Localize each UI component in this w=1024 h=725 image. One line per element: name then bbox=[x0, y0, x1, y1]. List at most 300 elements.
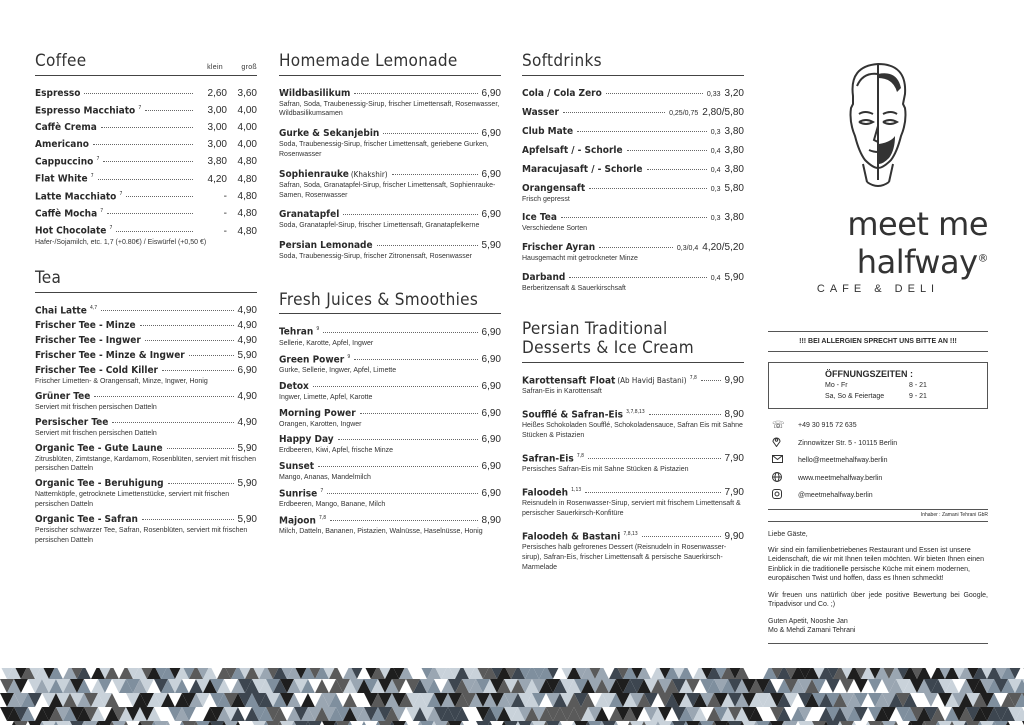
item-name bbox=[522, 487, 581, 498]
decorative-triangle-pattern bbox=[0, 668, 1024, 725]
item-price: 6,90 bbox=[481, 380, 501, 392]
item-name-text: Wildbasilikum bbox=[279, 87, 351, 99]
item-name-text: Orangensaft bbox=[522, 182, 586, 194]
desserts-list bbox=[522, 375, 744, 573]
hours-time: 9 - 21 bbox=[909, 392, 927, 400]
item-price: 5,90 bbox=[237, 513, 257, 525]
contact-phone[interactable] bbox=[768, 417, 988, 435]
item-description: Persischer schwarzer Tee, Safran, Rosenblüten, serviert mit frischen persischen Datteln bbox=[35, 526, 248, 544]
menu-item-row bbox=[279, 240, 501, 251]
menu-item-row bbox=[522, 409, 744, 420]
item-name bbox=[35, 122, 97, 133]
allergy-notice: !!! BEI ALLERGIEN SPRECHT UNS BITTE AN !!! bbox=[768, 331, 988, 352]
item-description: Milch, Datteln, Bananen, Pistazien, Walnüsse, Haselnüsse, Honig bbox=[279, 528, 483, 536]
item-name-text: Frischer Tee - Minze bbox=[35, 320, 136, 332]
allergen-codes: 7,8 bbox=[576, 452, 584, 459]
menu-item-row bbox=[35, 365, 257, 376]
item-price: 4,90 bbox=[237, 320, 257, 332]
item-name bbox=[35, 391, 90, 402]
registered-mark: ® bbox=[977, 251, 988, 265]
item-name bbox=[35, 173, 94, 184]
menu-item bbox=[279, 326, 501, 348]
menu-item-row bbox=[279, 434, 501, 445]
menu-item bbox=[35, 417, 257, 439]
item-name bbox=[522, 531, 638, 542]
tea-heading bbox=[35, 269, 257, 293]
item-name bbox=[279, 381, 309, 392]
leader-dots bbox=[561, 217, 707, 218]
menu-item bbox=[522, 126, 744, 137]
menu-item-row bbox=[522, 88, 744, 99]
item-name bbox=[279, 240, 373, 251]
item-name bbox=[35, 443, 163, 454]
item-name-text: Faloodeh & Bastani bbox=[522, 531, 621, 543]
item-description: Safran, Soda, Traubenessig-Sirup, frischer Limettensaft, Rosenwasser, Wildbasilikumsamen bbox=[279, 100, 500, 118]
item-description: Zitrusblüten, Zimtstange, Kardamom, Rosenblüten, serviert mit frischen persischen Datteln bbox=[35, 455, 256, 473]
menu-item bbox=[279, 128, 501, 160]
item-name bbox=[35, 335, 141, 346]
menu-item bbox=[522, 531, 744, 573]
location-icon bbox=[768, 436, 798, 450]
size-large-label: groß bbox=[241, 63, 257, 71]
item-description: Berberitzensaft & Sauerkirschsaft bbox=[522, 284, 626, 292]
contact-instagram[interactable] bbox=[768, 487, 988, 505]
item-price: 6,90 bbox=[237, 365, 257, 377]
item-name bbox=[522, 453, 584, 464]
juices-title: Fresh Juices & Smoothies bbox=[279, 289, 479, 310]
allergen-codes: 7 bbox=[100, 207, 104, 214]
price-large: 4,00 bbox=[237, 104, 257, 116]
item-description: Soda, Traubenessig-Sirup, frischer Zitronensaft, Rosenwasser bbox=[279, 253, 472, 261]
item-name bbox=[522, 88, 602, 99]
item-name-extra: (Khakshir) bbox=[350, 169, 388, 179]
menu-item-row bbox=[35, 191, 257, 202]
menu-item bbox=[35, 335, 257, 346]
item-size: 0,25/0,75 bbox=[669, 109, 699, 117]
item-name-text: Flat White bbox=[35, 173, 88, 185]
item-description: Soda, Traubenessig-Sirup, frischer Limettensaft, geriebene Gurken, Rosenwasser bbox=[279, 141, 489, 158]
item-price: 4,90 bbox=[237, 335, 257, 347]
item-name bbox=[35, 320, 136, 331]
menu-item bbox=[522, 107, 744, 118]
guest-letter bbox=[768, 530, 988, 645]
item-price: 5,90 bbox=[724, 271, 744, 283]
item-price: 4,20/5,20 bbox=[702, 242, 744, 254]
item-name bbox=[35, 191, 122, 202]
menu-item-row bbox=[279, 128, 501, 139]
price-small: 4,20 bbox=[207, 173, 227, 185]
menu-item-row bbox=[522, 126, 744, 137]
menu-item-row bbox=[522, 531, 744, 542]
item-description: Persisches halb gefrorenes Dessert (Reisnudeln in Rosenwasser-sirup), Safran-Eis, frischer Limettensaft & persische Sauerkirsch- Marmelade bbox=[522, 544, 727, 571]
softdrinks-list bbox=[522, 88, 744, 294]
contact-text: Zinnowitzer Str. 5 - 10115 Berlin bbox=[798, 439, 898, 447]
item-description: Erdbeeren, Kiwi, Apfel, frische Minze bbox=[279, 447, 393, 455]
leader-dots bbox=[323, 332, 477, 333]
menu-item bbox=[279, 515, 501, 537]
item-name-text: Frischer Tee - Ingwer bbox=[35, 335, 141, 347]
menu-item bbox=[522, 242, 744, 264]
item-description: Hafer-/Sojamilch, etc. 1,7 (+0.80€) / Eiswürfel (+0,50 €) bbox=[35, 238, 207, 246]
item-price: 6,90 bbox=[481, 326, 501, 338]
item-price: 3,80 bbox=[724, 163, 744, 175]
item-name bbox=[35, 105, 141, 116]
item-name bbox=[35, 139, 89, 150]
leader-dots bbox=[642, 536, 721, 537]
item-price: 6,90 bbox=[481, 128, 501, 140]
item-price: 6,90 bbox=[481, 87, 501, 99]
leader-dots bbox=[588, 458, 721, 459]
item-name-text: Espresso Macchiato bbox=[35, 104, 136, 116]
item-name-text: Darband bbox=[522, 271, 566, 283]
leader-dots bbox=[701, 380, 721, 381]
leader-dots bbox=[103, 161, 193, 162]
item-price: 6,90 bbox=[481, 434, 501, 446]
allergen-codes: 7,8 bbox=[689, 374, 697, 381]
leader-dots bbox=[343, 214, 477, 215]
column-softdrinks-desserts bbox=[522, 52, 744, 585]
leader-dots bbox=[145, 340, 234, 341]
item-name bbox=[522, 375, 697, 386]
menu-item-row bbox=[35, 305, 257, 316]
leader-dots bbox=[327, 493, 477, 494]
leader-dots bbox=[84, 93, 193, 94]
item-name bbox=[279, 88, 350, 99]
leader-dots bbox=[93, 144, 193, 145]
menu-item bbox=[35, 350, 257, 361]
lemonade-heading bbox=[279, 52, 501, 76]
item-price: 3,80 bbox=[724, 144, 744, 156]
leader-dots bbox=[627, 150, 707, 151]
menu-item-row bbox=[522, 375, 744, 386]
item-price: 2,80/5,80 bbox=[702, 106, 744, 118]
contact-text: @meetmehalfway.berlin bbox=[798, 492, 873, 500]
price-large: 4,80 bbox=[237, 190, 257, 202]
price-small: - bbox=[223, 190, 227, 202]
menu-item bbox=[279, 461, 501, 483]
item-size: 0,4 bbox=[710, 166, 721, 174]
menu-item-row bbox=[35, 156, 257, 167]
item-price: 5,90 bbox=[237, 350, 257, 362]
item-name bbox=[35, 417, 108, 428]
menu-item-row bbox=[522, 272, 744, 283]
menu-item-row bbox=[522, 487, 744, 498]
menu-item bbox=[35, 208, 257, 219]
leader-dots bbox=[647, 169, 707, 170]
menu-item bbox=[522, 453, 744, 475]
menu-item bbox=[35, 443, 257, 475]
menu-item bbox=[35, 105, 257, 116]
item-name bbox=[522, 242, 595, 253]
leader-dots bbox=[94, 396, 233, 397]
contact-text: www.meetmehalfway.berlin bbox=[798, 474, 883, 482]
item-price: 5,90 bbox=[237, 442, 257, 454]
leader-dots bbox=[392, 174, 478, 175]
item-price: 5,90 bbox=[481, 240, 501, 252]
menu-item bbox=[279, 209, 501, 231]
menu-item bbox=[522, 88, 744, 99]
item-name bbox=[279, 209, 339, 220]
leader-dots bbox=[354, 93, 477, 94]
contact-address[interactable] bbox=[768, 435, 988, 453]
menu-item-row bbox=[279, 461, 501, 472]
lemonade-title: Homemade Lemonade bbox=[279, 51, 458, 71]
menu-item-row bbox=[279, 209, 501, 220]
item-name bbox=[279, 408, 356, 419]
menu-item-row bbox=[522, 145, 744, 156]
hours-row bbox=[825, 392, 977, 403]
item-price: 7,90 bbox=[724, 487, 744, 499]
leader-dots bbox=[360, 413, 478, 414]
softdrinks-heading bbox=[522, 52, 744, 76]
item-description: Verschiedene Sorten bbox=[522, 225, 587, 233]
item-description: Reisnudeln in Rosenwasser-Sirup, serviert mit frischem Limettensaft & persischer Sauerkirsch-Konfitüre bbox=[522, 500, 741, 518]
coffee-title: Coffee bbox=[35, 51, 87, 71]
menu-item-row bbox=[35, 208, 257, 219]
item-description: Serviert mit frischen persischen Datteln bbox=[35, 403, 157, 411]
item-name-text: Granatapfel bbox=[279, 209, 340, 221]
item-name bbox=[279, 434, 334, 445]
item-name-text: Happy Day bbox=[279, 434, 334, 446]
hours-days: Sa, So & Feiertage bbox=[825, 392, 885, 400]
item-description: Ingwer, Limette, Apfel, Karotte bbox=[279, 393, 373, 401]
menu-item bbox=[35, 122, 257, 133]
leader-dots bbox=[145, 110, 193, 111]
letter-paragraph: Wir sind ein familienbetriebenes Restaurant und Essen ist unsere Leidenschaft, die wir mit Ihnen teilen möchten. Wir bieten Ihnen einen Einblick in die traditionelle persische Küche mit einem modernen, europäischen Twist und hoffen, dass es Ihnen schmeckt! bbox=[768, 546, 984, 583]
menu-item bbox=[522, 409, 744, 441]
item-price: 3,80 bbox=[724, 125, 744, 137]
item-size: 0,3/0,4 bbox=[676, 245, 699, 253]
desserts-title-line2: Desserts & Ice Cream bbox=[522, 338, 694, 359]
menu-item bbox=[522, 375, 744, 397]
face-logo bbox=[768, 56, 988, 201]
leader-dots bbox=[589, 188, 707, 189]
leader-dots bbox=[318, 466, 477, 467]
leader-dots bbox=[585, 492, 720, 493]
item-price: 6,90 bbox=[481, 209, 501, 221]
menu-item-row bbox=[35, 105, 257, 116]
leader-dots bbox=[167, 448, 234, 449]
item-name-text: Persian Lemonade bbox=[279, 240, 373, 252]
item-name bbox=[522, 107, 559, 118]
item-name-text: Sunrise bbox=[279, 488, 318, 500]
menu-item-row bbox=[279, 326, 501, 337]
allergen-codes: 3,7,8,13 bbox=[626, 408, 645, 415]
leader-dots bbox=[649, 414, 721, 415]
item-name-text: Cola / Cola Zero bbox=[522, 87, 602, 99]
mail-icon bbox=[768, 455, 798, 466]
item-price: 6,90 bbox=[481, 168, 501, 180]
menu-item bbox=[35, 139, 257, 150]
contact-website[interactable] bbox=[768, 470, 988, 488]
leader-dots bbox=[112, 422, 233, 423]
price-large: 4,80 bbox=[237, 173, 257, 185]
item-price: 6,90 bbox=[481, 407, 501, 419]
item-name bbox=[35, 514, 138, 525]
menu-item-row bbox=[279, 88, 501, 99]
item-name-text: Detox bbox=[279, 380, 309, 392]
item-price: 3,80 bbox=[724, 212, 744, 224]
juices-heading bbox=[279, 291, 501, 315]
item-price: 5,90 bbox=[237, 478, 257, 490]
size-small-label: klein bbox=[207, 63, 223, 71]
brand-text: meet me halfway bbox=[847, 205, 988, 281]
allergen-codes: 9 bbox=[347, 353, 351, 360]
brand-tagline: CAFE & DELI bbox=[816, 283, 940, 295]
item-name-text: Green Power bbox=[279, 353, 345, 365]
item-name-text: Grüner Tee bbox=[35, 390, 91, 402]
menu-item-row bbox=[35, 478, 257, 489]
item-price: 5,80 bbox=[724, 182, 744, 194]
allergen-codes: 7 bbox=[96, 155, 100, 162]
leader-dots bbox=[98, 179, 193, 180]
item-name bbox=[279, 354, 350, 365]
leader-dots bbox=[599, 247, 673, 248]
item-name-text: Morning Power bbox=[279, 407, 356, 419]
item-name bbox=[35, 478, 164, 489]
menu-item bbox=[35, 365, 257, 387]
item-name bbox=[35, 88, 80, 99]
item-name-text: Sunset bbox=[279, 461, 315, 473]
item-name-text: Chai Latte bbox=[35, 305, 87, 317]
item-description: Heißes Schokoladen Soufflé, Schokoladensauce, Safran Eis mit Sahne Stücken & Pistazien bbox=[522, 422, 743, 440]
menu-item-row bbox=[35, 88, 257, 99]
menu-item-row bbox=[35, 320, 257, 331]
item-size: 0,3 bbox=[710, 185, 721, 193]
leader-dots bbox=[563, 112, 665, 113]
item-name-text: Hot Chocolate bbox=[35, 225, 107, 237]
menu-item-row bbox=[522, 164, 744, 175]
item-name-text: Organic Tee - Safran bbox=[35, 513, 138, 525]
menu-item-row bbox=[35, 391, 257, 402]
item-price: 6,90 bbox=[481, 461, 501, 473]
leader-dots bbox=[330, 520, 477, 521]
item-size: 0,33 bbox=[706, 90, 721, 98]
face-logo-icon bbox=[833, 56, 923, 196]
item-size: 0,4 bbox=[710, 274, 721, 282]
item-name-text: Frischer Tee - Cold Killer bbox=[35, 365, 158, 377]
item-description: Serviert mit frischen persischen Datteln bbox=[35, 429, 157, 437]
leader-dots bbox=[162, 370, 234, 371]
menu-item bbox=[279, 381, 501, 403]
item-price: 6,90 bbox=[481, 488, 501, 500]
item-price: 8,90 bbox=[724, 409, 744, 421]
brand-name bbox=[768, 205, 988, 281]
leader-dots bbox=[116, 231, 193, 232]
hours-days: Mo - Fr bbox=[825, 382, 848, 389]
item-price: 3,20 bbox=[724, 87, 744, 99]
item-description: Natternköpfe, getrocknete Limettenstücke, serviert mit frischen persischen Datteln bbox=[35, 491, 230, 508]
item-name bbox=[522, 164, 643, 175]
allergen-codes: 9 bbox=[316, 326, 320, 333]
letter-paragraph: Guten Apetit, Nooshe Jan Mo & Mehdi Zamani Tehrani bbox=[768, 617, 856, 634]
contact-text: +49 30 915 72 635 bbox=[798, 422, 857, 430]
menu-item-row bbox=[35, 335, 257, 346]
item-name-text: Organic Tee - Beruhigung bbox=[35, 478, 164, 490]
item-name-text: Frischer Ayran bbox=[522, 242, 596, 254]
item-name-text: Gurke & Sekanjebin bbox=[279, 128, 380, 140]
leader-dots bbox=[377, 245, 478, 246]
price-small: 3,00 bbox=[207, 121, 227, 133]
lemonade-list bbox=[279, 88, 501, 262]
price-small: 2,60 bbox=[207, 87, 227, 99]
item-name bbox=[35, 350, 185, 361]
item-name bbox=[35, 208, 103, 219]
allergen-codes: 7 bbox=[320, 487, 324, 494]
item-name bbox=[522, 212, 557, 223]
desserts-heading bbox=[522, 320, 744, 363]
item-price: 9,90 bbox=[724, 375, 744, 387]
menu-item-row bbox=[35, 122, 257, 133]
item-description: Orangen, Karotten, Ingwer bbox=[279, 420, 362, 428]
item-name-text: Apfelsaft / - Schorle bbox=[522, 144, 623, 156]
item-price: 4,90 bbox=[237, 305, 257, 317]
item-name bbox=[522, 145, 623, 156]
leader-dots bbox=[606, 93, 703, 94]
item-name-text: Majoon bbox=[279, 515, 316, 527]
leader-dots bbox=[338, 439, 478, 440]
item-description: Safran, Soda, Granatapfel-Sirup, frischer Limettensaft, Sophienrauke-Samen, Rosenwasser bbox=[279, 181, 496, 199]
tea-title: Tea bbox=[35, 268, 62, 289]
item-description: Mango, Ananas, Mandelmilch bbox=[279, 474, 371, 482]
price-small: - bbox=[223, 208, 227, 220]
item-price: 4,90 bbox=[237, 416, 257, 428]
item-size: 0,3 bbox=[710, 128, 721, 136]
menu-item-row bbox=[35, 514, 257, 525]
leader-dots bbox=[189, 355, 234, 356]
hours-time: 8 - 21 bbox=[909, 382, 927, 389]
owner-note: Inhaber : Zamani Tehrani GbR bbox=[768, 512, 988, 522]
contact-text: hello@meetmehalfway.berlin bbox=[798, 457, 888, 465]
coffee-heading bbox=[35, 52, 257, 76]
allergen-codes: 4,7 bbox=[89, 304, 98, 311]
item-name bbox=[35, 365, 158, 376]
item-name bbox=[522, 183, 585, 194]
menu-item-row bbox=[522, 242, 744, 253]
item-price: 4,90 bbox=[237, 390, 257, 402]
globe-icon bbox=[768, 472, 798, 485]
menu-item-row bbox=[279, 515, 501, 526]
item-name-text: Tehran bbox=[279, 326, 314, 338]
menu-item-row bbox=[35, 417, 257, 428]
desserts-title-line1: Persian Traditional bbox=[522, 318, 668, 339]
item-name-text: Espresso bbox=[35, 87, 81, 99]
item-name-text: Organic Tee - Gute Laune bbox=[35, 442, 163, 454]
menu-item bbox=[35, 173, 257, 184]
item-name-text: Karottensaft Float bbox=[522, 375, 616, 387]
tea-list bbox=[35, 305, 257, 546]
leader-dots bbox=[126, 196, 193, 197]
menu-item-row bbox=[35, 139, 257, 150]
item-name bbox=[35, 225, 112, 236]
item-name-text: Caffè Crema bbox=[35, 121, 97, 133]
menu-item-row bbox=[35, 225, 257, 236]
item-price: 6,90 bbox=[481, 353, 501, 365]
leader-dots bbox=[107, 213, 193, 214]
item-description: Persisches Safran-Eis mit Sahne Stücken & Pistazien bbox=[522, 466, 689, 474]
item-price: 9,90 bbox=[724, 531, 744, 543]
contact-email[interactable] bbox=[768, 452, 988, 470]
price-small: 3,00 bbox=[207, 138, 227, 150]
column-info bbox=[768, 52, 988, 644]
menu-item-row bbox=[35, 173, 257, 184]
hours-row bbox=[825, 381, 977, 392]
softdrinks-title: Softdrinks bbox=[522, 51, 602, 71]
coffee-list bbox=[35, 88, 257, 248]
price-large: 4,80 bbox=[237, 156, 257, 168]
leader-dots bbox=[383, 133, 477, 134]
price-small: - bbox=[223, 225, 227, 237]
